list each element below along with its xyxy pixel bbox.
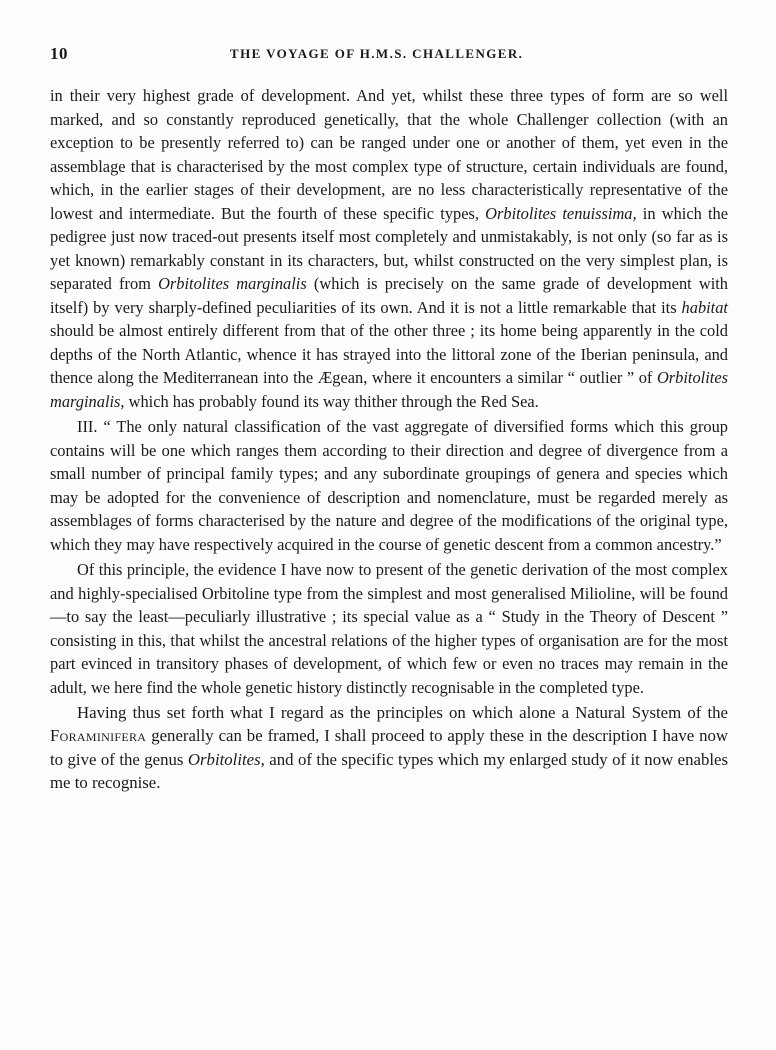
paragraph-1-text-a: in their very highest grade of development. And yet, whilst these three types of form are so well marked, and so constantly reproduced genetically, that the whole Challenger collection (with an exception to be presently referred to) can be ranged under one or another of them, yet even in the assemblage that is characterised by the most complex type of structure, certain individuals are found, which, in the earlier stages of their development, are no less characteristically representative of the lowest and intermediate. But the fourth of these specific types, (50, 86, 728, 223)
species-name-tenuissima: Orbitolites tenuissima, (485, 203, 637, 223)
paragraph-1 (50, 84, 728, 413)
body-text (50, 84, 728, 794)
genus-name-orbitolites: Orbitolites, (187, 749, 265, 769)
paragraph-4-text-b: generally can be framed, I shall proceed to apply these in the description I have now to give of the genus (50, 726, 728, 769)
paragraph-4-text-a: Having thus set forth what I regard as the principles on which alone a Natural System of the (77, 703, 728, 722)
running-head: THE VOYAGE OF H.M.S. CHALLENGER. (230, 46, 524, 61)
species-name-marginalis: Orbitolites marginalis (158, 274, 307, 293)
page-number: 10 (50, 44, 68, 63)
paragraph-3: Of this principle, the evidence I have now to present of the genetic derivation of the most complex and highly-specialised Orbitoline type from the simplest and most generalised Milioline, will be found—to say the least—peculiarly illustrative ; its special value as a “ Study in the Theory of Descent ” consisting in this, that whilst the ancestral relations of the higher types of organisation are for the most part evinced in transitory phases of development, of which few or even no traces may remain in the adult, we here find the whole genetic history distinctly recognisable in the completed type. (50, 560, 728, 697)
paragraph-4 (50, 701, 728, 794)
paragraph-1-text-e: which has probably found its way thither through the Red Sea. (124, 391, 539, 411)
paragraph-4-text-c: and of the specific types which my enlarged study of it now enables me to recognise. (50, 749, 728, 792)
paragraph-1-text-b: in which the pedigree just now traced-out presents itself most completely and unmistakably, is not only (so far as is yet known) remarkably constant in its characters, but, whilst constructed on the very simplest plan, is separated from (50, 203, 729, 293)
paragraph-2: III. “ The only natural classification of the vast aggregate of diversified forms which this group contains will be one which ranges them according to their direction and degree of divergence from a small number of principal family types; and any subordinate groupings of genera and species which may be adopted for the convenience of description and nomenclature, must be regarded merely as assemblages of forms characterised by the nature and degree of the modifications of the original type, which they may have respectively acquired in the course of genetic descent from a common ancestry.” (50, 417, 728, 554)
page-header (50, 44, 728, 66)
habitat-term: habitat (681, 297, 728, 317)
species-name-marginalis-2: Orbitolites marginalis, (50, 368, 728, 411)
foraminifera-term: Foraminifera (50, 726, 147, 746)
paragraph-1-text-c: (which is precisely on the same grade of development with itself) by very sharply-defined peculiarities of its own. And it is not a little remarkable that its (50, 274, 729, 317)
paragraph-1-text-d: should be almost entirely different from that of the other three ; its home being apparently in the cold depths of the North Atlantic, whence it has strayed into the littoral zone of the Iberian peninsula, and thence along the Mediterranean into the Ægean, where it encounters a similar “ outlier ” of (50, 321, 728, 387)
